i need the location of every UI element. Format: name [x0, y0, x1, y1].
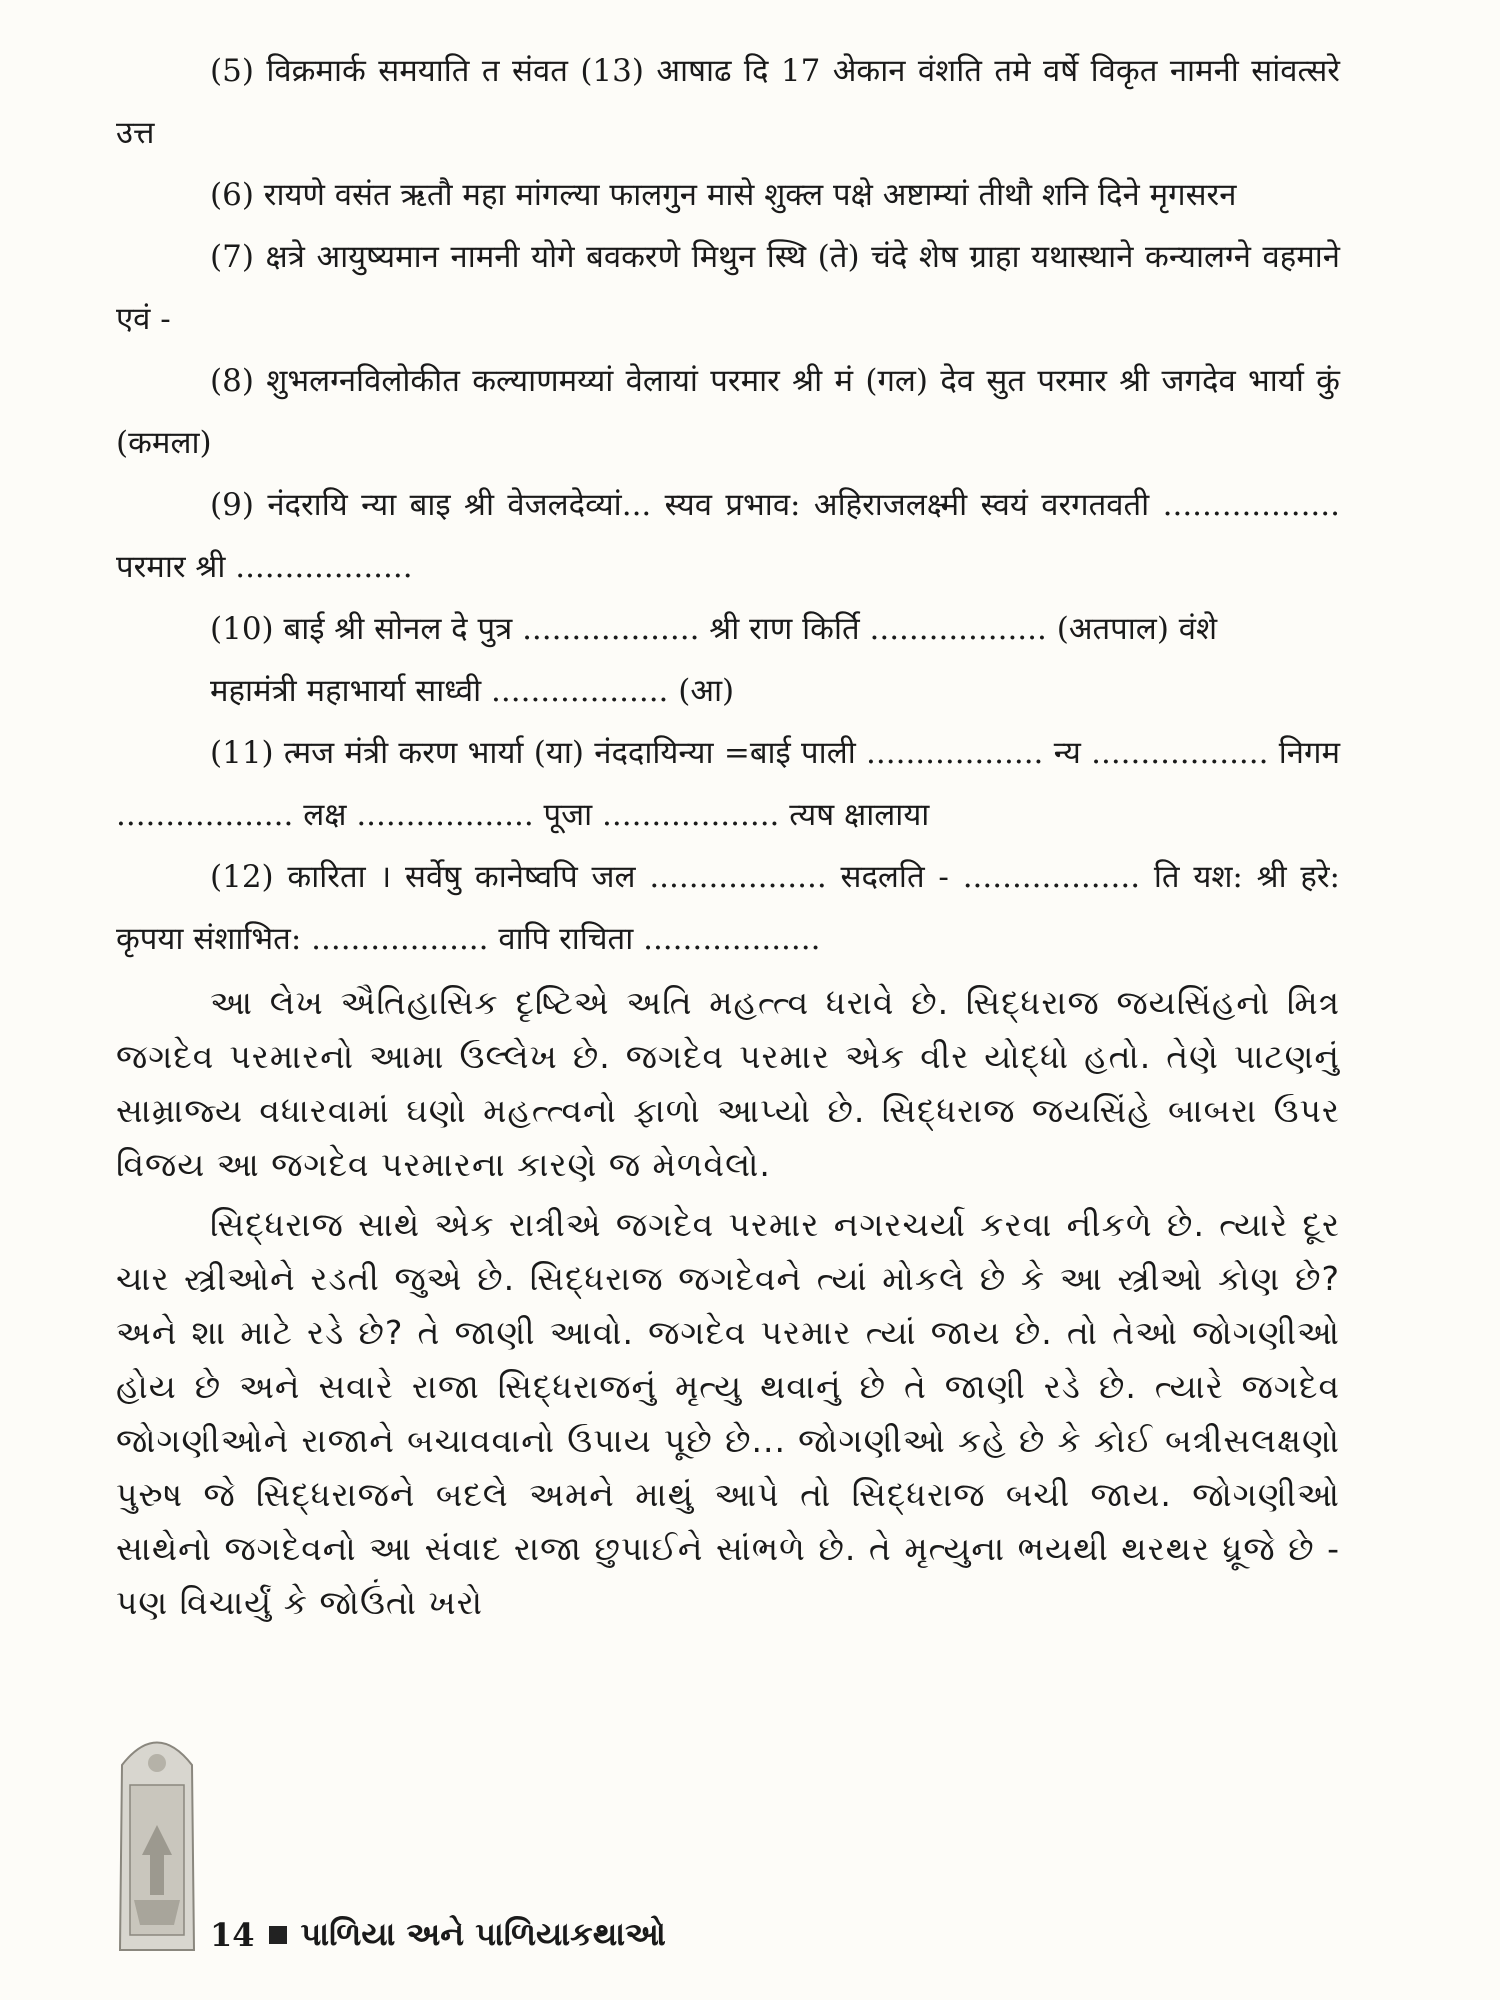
- inscription-line-7: (7) क्षत्रे आयुष्यमान नामनी योगे बवकरणे मिथुन स्थि (ते) चंदे शेष ग्राहा यथास्थाने कन्यालग्ने वहमाने एवं -: [116, 239, 1340, 337]
- inscription-line-11: (11) त्मज मंत्री करण भार्या (या) नंददायिन्या =बाई पाली .................. न्य .................. निगम .................. लक्ष .................. पूजा .................. त्यष क्षालाया: [116, 735, 1340, 833]
- inscription-line-12: (12) कारिता । सर्वेषु कानेष्वपि जल .................. सदलति - .................. ति यश: श्री हरे: कृपया संशाभित: .................. वापि राचिता ..................: [116, 859, 1340, 957]
- book-title: પાળિયા અને પાળિયાકથાઓ: [300, 1915, 666, 1953]
- inscription-line-5: (5) विक्रमार्क समयाति त संवत (13) आषाढ दि 17 अेकान वंशति तमे वर्षे विकृत नामनी सांवत्सरे उत्त: [116, 53, 1340, 151]
- paragraph-story: સિદ્ધરાજ સાથે એક રાત્રીએ જગદેવ પરમાર નગરચર્યા કરવા નીકળે છે. ત્યારે દૂર ચાર સ્ત્રીઓને રડતી જુએ છે. સિદ્ધરાજ જગદેવને ત્યાં મોકલે છે કે આ સ્ત્રીઓ કોણ છે? અને શા માટે રડે છે? તે જાણી આવો. જગદેવ પરમાર ત્યાં જાય છે. તો તેઓ જોગણીઓ હોય છે અને સવારે રાજા સિદ્ધરાજનું મૃત્યુ થવાનું છે તે જાણી રડે છે. ત્યારે જગદેવ જોગણીઓને રાજાને બચાવવાનો ઉપાય પૂછે છે... જોગણીઓ કહે છે કે કોઈ બત્રીસલક્ષણો પુરુષ જે સિદ્ધરાજને બદલે અમને માથું આપે તો સિદ્ધરાજ બચી જાય. જોગણીઓ સાથેનો જગદેવનો આ સંવાદ રાજા છુપાઈને સાંભળે છે. તે મૃત્યુના ભયથી થરથર ધ્રૂજે છે - પણ વિચાર્યું કે જોઉંતો ખરો: [116, 1205, 1340, 1622]
- inscription-line-10b: महामंत्री महाभार्या साध्वी .................. (आ): [210, 673, 735, 709]
- inscription-line-8: (8) शुभलग्नविलोकीत कल्याणमय्यां वेलायां परमार श्री मं (गल) देव सुत परमार श्री जगदेव भार्या कुं (कमला): [116, 363, 1340, 461]
- inscription-line-9: (9) नंदरायि न्या बाइ श्री वेजलदेव्यां... स्यव प्रभाव: अहिराजलक्ष्मी स्वयं वरगतवती .................. परमार श्री ..................: [116, 487, 1340, 585]
- inscription-line-6: (6) रायणे वसंत ऋतौ महा मांगल्या फालगुन मासे शुक्ल पक्षे अष्टाम्यां तीथौ शनि दिने मृगसरन: [210, 177, 1237, 213]
- paragraph-significance: આ લેખ ઐતિહાસિક દૃષ્ટિએ અતિ મહત્ત્વ ધરાવે છે. સિદ્ધરાજ જયસિંહનો મિત્ર જગદેવ પરમારનો આમા ઉલ્લેખ છે. જગદેવ પરમાર એક વીર યોદ્ધો હતો. તેણે પાટણનું સામ્રાજ્ય વધારવામાં ઘણો મહત્ત્વનો ફાળો આપ્યો છે. સિદ્ધરાજ જયસિંહે બાબરા ઉપર વિજય આ જગદેવ પરમારના કારણે જ મેળવેલો.: [116, 983, 1340, 1184]
- page-body: [116, 40, 1340, 1630]
- inscription-line-10: (10) बाई श्री सोनल दे पुत्र .................. श्री राण किर्ति .................. (अतपाल) वंशे: [210, 611, 1218, 647]
- square-bullet-icon: [269, 1926, 287, 1944]
- page-number: 14: [210, 1915, 255, 1954]
- page-footer: [210, 1915, 666, 1954]
- paliya-stele-icon: [112, 1725, 202, 1960]
